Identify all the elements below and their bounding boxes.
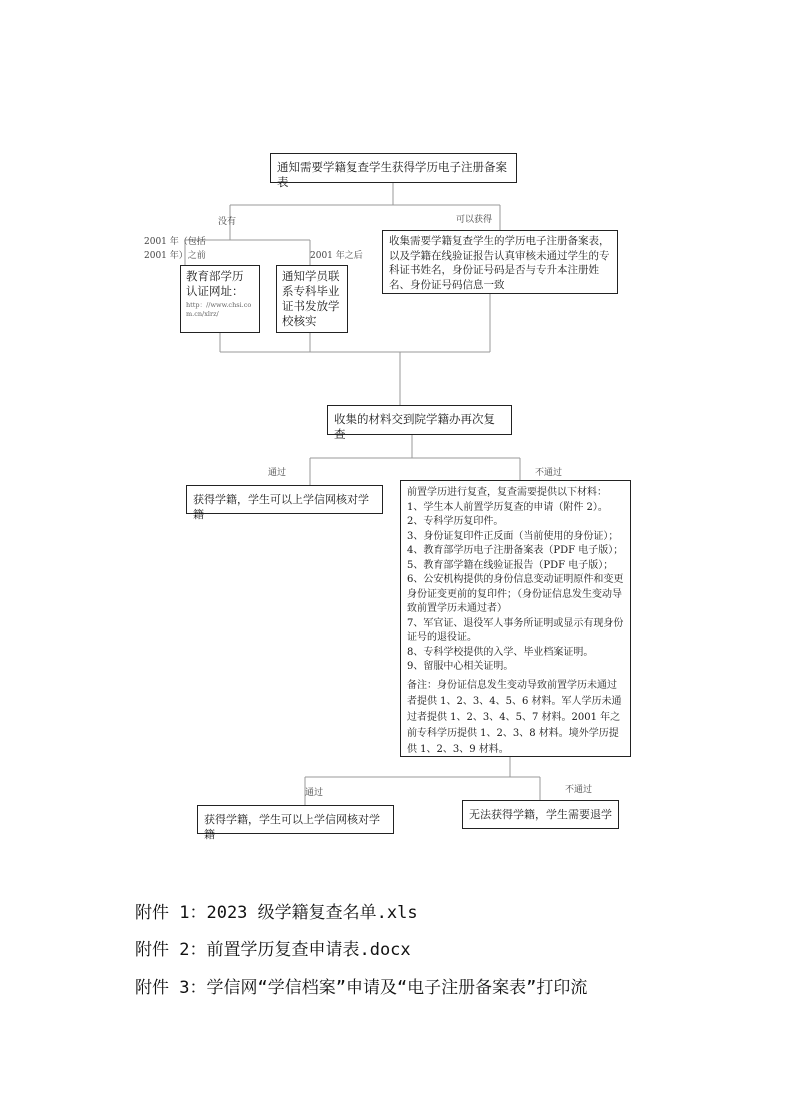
- materials-note: 备注：身份证信息发生变动导致前置学历未通过者提供 1、2、3、4、5、6 材料。军人学历未通过者提供 1、2、3、4、5、7 材料。2001 年之前专科学历提供 1、2、3、8 材料。境外学历提供 1、2、3、9 材料。: [407, 679, 622, 755]
- moe-verification-url: http：//www.chsi.com.cn/xlrz/: [186, 301, 252, 318]
- materials-intro: 前置学历进行复查，复查需要提供以下材料：: [407, 487, 607, 498]
- submit-recheck-box: 收集的材料交到院学籍办再次复查: [327, 405, 512, 435]
- branch-label-no: 没有: [218, 217, 237, 227]
- materials-item: 3、身份证复印件正反面（当前使用的身份证）；: [407, 530, 619, 542]
- materials-item: 4、教育部学历电子注册备案表（PDF 电子版）；: [407, 545, 624, 556]
- fail-label-1: 不通过: [535, 468, 563, 478]
- notify-students-box: 通知需要学籍复查学生获得学历电子注册备案表: [270, 153, 517, 183]
- materials-item: 9、留服中心相关证明。: [407, 661, 514, 672]
- collect-records-box: 收集需要学籍复查学生的学历电子注册备案表，以及学籍在线验证报告认真审核未通过学生的专科证书姓名，身份证号码是否与专升本注册姓名、身份证号码信息一致: [382, 230, 618, 294]
- pass-label-2: 通过: [305, 788, 324, 798]
- moe-verification-label: 教育部学历认证网址：: [186, 269, 244, 298]
- materials-item: 2、专科学历复印件。: [407, 516, 504, 527]
- fail-label-2: 不通过: [565, 785, 593, 795]
- contact-college-box: 通知学员联系专科毕业证书发放学校核实: [276, 265, 348, 333]
- pass-result-box-1: 获得学籍，学生可以上学信网核对学籍: [186, 485, 383, 514]
- materials-item: 6、公安机构提供的身份信息变动证明原件和变更身份证变更前的复印件；（身份证信息发生变动导致前置学历未通过者）: [407, 574, 624, 614]
- pass-result-box-2: 获得学籍，学生可以上学信网核对学籍: [197, 805, 394, 834]
- branch-label-can: 可以获得: [456, 215, 493, 225]
- pass-label-1: 通过: [268, 468, 287, 478]
- attachment-2: 附件 2：前置学历复查申请表.docx: [135, 940, 411, 960]
- attachment-3: 附件 3：学信网“学信档案”申请及“电子注册备案表”打印流: [135, 978, 588, 998]
- materials-item: 1、学生本人前置学历复查的申请（附件 2）。: [407, 501, 608, 513]
- attachment-1: 附件 1：2023 级学籍复查名单.xls: [135, 903, 418, 923]
- moe-verification-box: [180, 265, 260, 333]
- materials-item: 7、军官证、退役军人事务所证明或显示有现身份证号的退役证。: [407, 617, 624, 643]
- materials-list-box: [400, 480, 631, 757]
- materials-item: 5、教育部学籍在线验证报告（PDF 电子版）；: [407, 559, 614, 571]
- label-before-2001: 2001 年（包括 2001 年）之前: [144, 237, 206, 261]
- label-after-2001: 2001 年之后: [310, 251, 363, 261]
- materials-item: 8、专科学校提供的入学、毕业档案证明。: [407, 646, 594, 658]
- fail-result-box-2: 无法获得学籍，学生需要退学: [462, 800, 619, 829]
